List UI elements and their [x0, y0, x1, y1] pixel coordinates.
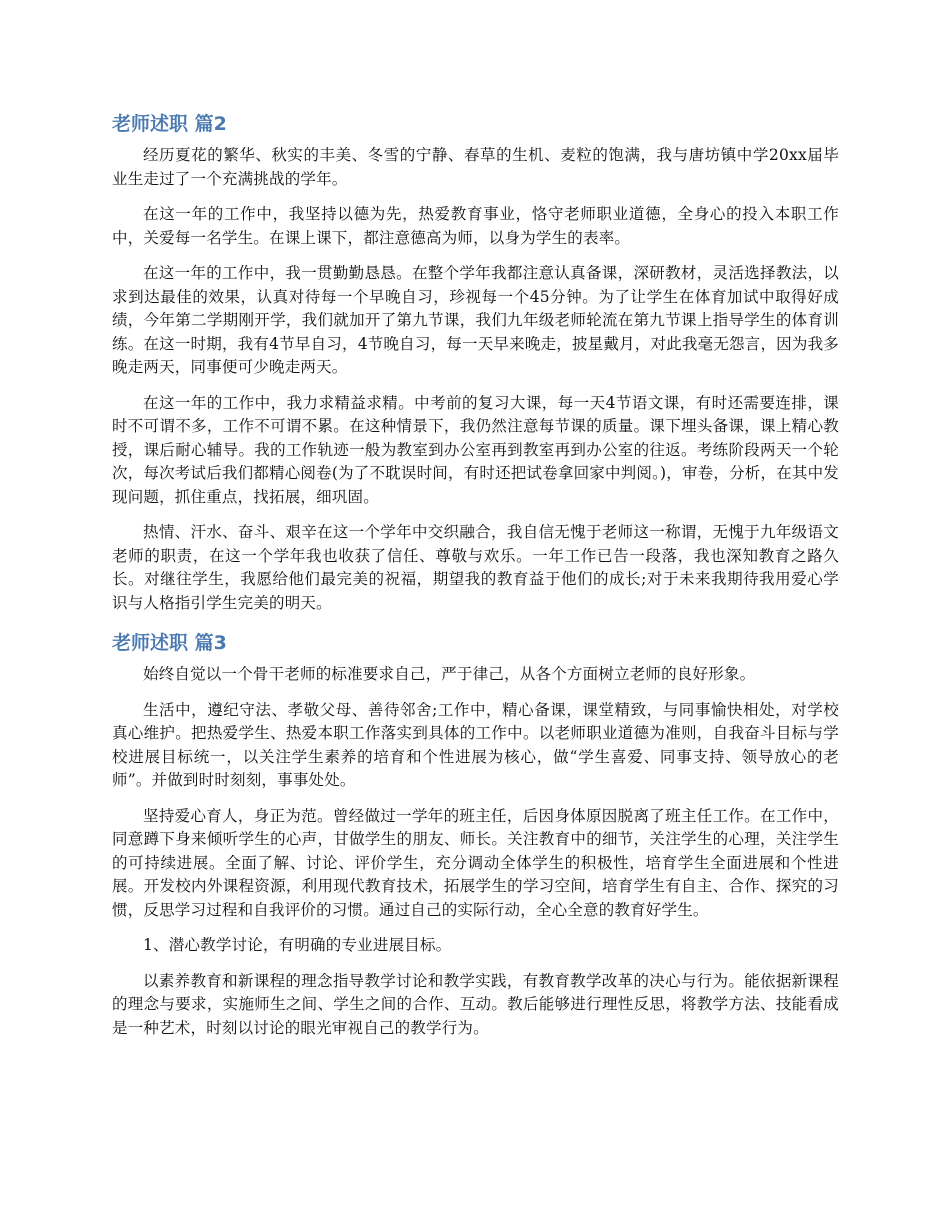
paragraph: 坚持爱心育人，身正为范。曾经做过一学年的班主任，后因身体原因脱离了班主任工作。在工作中，同意蹲下身来倾听学生的心声，甘做学生的朋友、师长。关注教育中的细节，关注学生的心理，关注学生的可持续进展。全面了解、讨论、评价学生，充分调动全体学生的积极性，培育学生全面进展和个性进展。开发校内外课程资源，利用现代教育技术，拓展学生的学习空间，培育学生有自主、合作、探究的习惯，反思学习过程和自我评价的习惯。通过自己的实际行动，全心全意的教育好学生。: [112, 806, 839, 919]
paragraph: 经历夏花的繁华、秋实的丰美、冬雪的宁静、春草的生机、麦粒的饱满，我与唐坊镇中学20xx届毕业生走过了一个充满挑战的学年。: [112, 146, 839, 188]
paragraph: 在这一年的工作中，我坚持以德为先，热爱教育事业，恪守老师职业道德，全身心的投入本职工作中，关爱每一名学生。在课上课下，都注意德高为师，以身为学生的表率。: [112, 205, 839, 247]
paragraph: 始终自觉以一个骨干老师的标准要求自己，严于律己，从各个方面树立老师的良好形象。: [143, 665, 756, 683]
paragraph: 在这一年的工作中，我一贯勤勤恳恳。在整个学年我都注意认真备课，深研教材，灵活选择教法，以求到达最佳的效果，认真对待每一个早晚自习，珍视每一个45分钟。为了让学生在体育加试中取得好成绩，今年第二学期刚开学，我们就加开了第九节课，我们九年级老师轮流在第九节课上指导学生的体育训练。在这一时期，我有4节早自习，4节晚自习，每一天早来晚走，披星戴月，对此我毫无怨言，因为我多晚走两天，同事便可少晚走两天。: [112, 264, 839, 376]
paragraph: 热情、汗水、奋斗、艰辛在这一个学年中交织融合，我自信无愧于老师这一称谓，无愧于九年级语文老师的职责，在这一个学年我也收获了信任、尊敬与欢乐。一年工作已告一段落，我也深知教育之路久长。对继往学生，我愿给他们最完美的祝福，期望我的教育益于他们的成长;对于未来我期待我用爱心学识与人格指引学生完美的明天。: [112, 523, 839, 612]
paragraph: 生活中，遵纪守法、孝敬父母、善待邻舍;工作中，精心备课，课堂精致，与同事愉快相处，对学校真心维护。把热爱学生、热爱本职工作落实到具体的工作中。以老师职业道德为准则，自我奋斗目标与学校进展目标统一，以关注学生素养的培育和个性进展为核心，做“学生喜爱、同事支持、领导放心的老师”。并做到时时刻刻，事事处处。: [112, 700, 839, 789]
paragraph: 1、潜心教学讨论，有明确的专业进展目标。: [143, 936, 452, 954]
paragraph: 以素养教育和新课程的理念指导教学讨论和教学实践，有教育教学改革的决心与行为。能依据新课程的理念与要求，实施师生之间、学生之间的合作、互动。教后能够进行理性反思，将教学方法、技能看成是一种艺术，时刻以讨论的眼光审视自己的教学行为。: [112, 971, 839, 1037]
section-title: 老师述职 篇2: [112, 113, 227, 135]
section-title: 老师述职 篇3: [112, 632, 227, 654]
paragraph: 在这一年的工作中，我力求精益求精。中考前的复习大课，每一天4节语文课，有时还需要连排，课时不可谓不多，工作不可谓不累。在这种情景下，我仍然注意每节课的质量。课下埋头备课，课上精心教授，课后耐心辅导。我的工作轨迹一般为教室到办公室再到教室再到办公室的往返。考练阶段两天一个轮次，每次考试后我们都精心阅卷(为了不耽误时间，有时还把试卷拿回家中判阅。)，审卷，分析，在其中发现问题，抓住重点，找拓展，细巩固。: [112, 393, 839, 506]
document-page: [112, 108, 839, 1052]
